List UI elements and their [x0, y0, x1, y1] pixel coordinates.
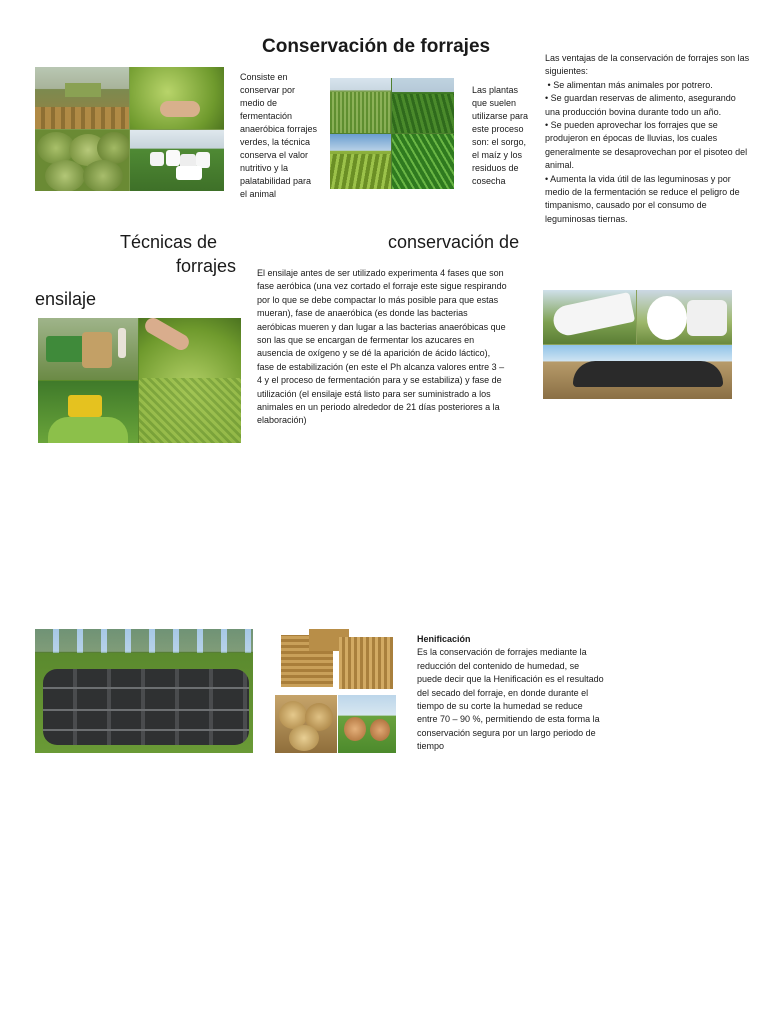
page-title: Conservación de forrajes — [262, 36, 491, 57]
list-item: • Aumenta la vida útil de las leguminosas y por medio de la fermentación se reduce el peligro de timpanismo, causado por el consumo de leguminosas tiernas. — [545, 173, 740, 224]
henificacion-heading: Henificación — [417, 634, 471, 644]
advantages-section — [545, 52, 753, 226]
advantages-list — [545, 79, 753, 226]
forage-photo-collage — [35, 67, 224, 191]
hay-bales-photo-collage — [275, 629, 396, 753]
techniques-heading-part1: Técnicas de — [120, 232, 218, 252]
ensilaje-paragraph: El ensilaje antes de ser utilizado experimenta 4 fases que son fase aeróbica (una vez cortado el forraje este sigue respirando por lo que se debe compactar lo más posible para que estas mueran), fase de anaeróbica (es donde las bacterias aeróbicas mueren y dan lugar a las bacterias anaeróbicas que son las que se encargan de fermentar los azucares en ausencia de oxígeno y se dé la aparición de ácido láctico), fase de estabilización (en este el Ph alcanza valores entre 3 – 4 y el proceso de fermentación para y se estabiliza) y fase de utilización (el ensilaje está listo para ser suministrado a los animales en un periodo alrededor de 21 días posteriores a la elaboración) — [257, 268, 507, 426]
techniques-heading-part3: forrajes — [176, 256, 237, 276]
silage-photo-collage — [38, 318, 241, 443]
crops-photo-collage — [330, 78, 454, 189]
ensilaje-heading: ensilaje — [35, 289, 97, 309]
list-item: • Se guardan reservas de alimento, asegurando una producción bovina durante todo un año. — [545, 93, 736, 117]
advantages-intro: Las ventajas de la conservación de forrajes son las siguientes: — [545, 53, 750, 77]
silage-bags-photo-collage — [543, 290, 732, 399]
list-item: • Se pueden aprovechar los forrajes que se produjeron en épocas de lluvias, los cuales generalmente se desaprovechan por el pisoteo del animal. — [545, 120, 748, 171]
list-item: • Se alimentan más animales por potrero. — [547, 79, 713, 90]
techniques-heading-part2: conservación de — [388, 232, 520, 252]
henificacion-paragraph: Es la conservación de forrajes mediante la reducción del contenido de humedad, se puede decir que la Henificación es el resultado del secado del forraje, en donde durante el tiempo de su corte la humedad se reduce entre 70 – 90 %, permitiendo de esta forma la conservación segura por un largo periodo de tiempo — [417, 647, 604, 752]
intro-paragraph: Consiste en conservar por medio de fermentación anaeróbica forrajes verdes, la técnica conserva el valor nutritivo y la palatabilidad para el animal — [240, 72, 318, 199]
black-bales-photo — [35, 629, 253, 753]
plants-paragraph: Las plantas que suelen utilizarse para este proceso son: el sorgo, el maíz y los residuos de cosecha — [472, 85, 529, 186]
henificacion-section — [417, 633, 605, 754]
